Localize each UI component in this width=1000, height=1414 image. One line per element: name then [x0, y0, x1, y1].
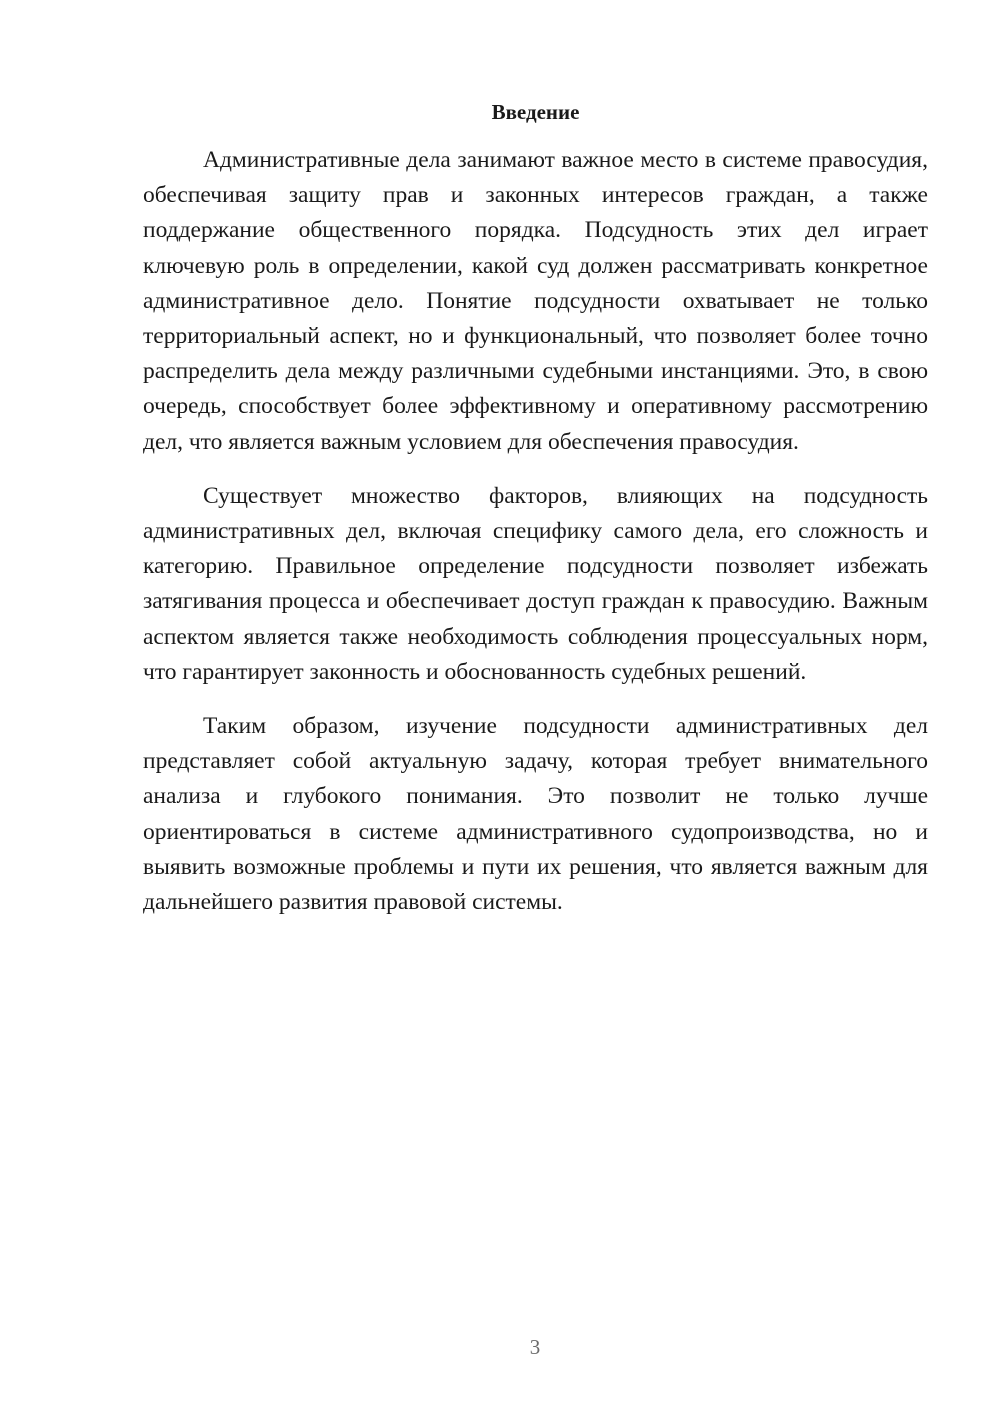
paragraph-1: Административные дела занимают важное место в системе правосудия, обеспечивая защиту прав и законных интересов граждан, а также поддержание общественного порядка. Подсудность этих дел играет ключевую роль в определении, какой суд должен рассматривать конкретное административное дело. Понятие подсудности охватывает не только территориальный аспект, но и функциональный, что позволяет более точно распределить дела между различными судебными инстанциями. Это, в свою очередь, способствует более эффективному и оперативному рассмотрению дел, что является важным условием для обеспечения правосудия. [143, 147, 928, 455]
paragraph-3: Таким образом, изучение подсудности административных дел представляет собой актуальную задачу, которая требует внимательного анализа и глубокого понимания. Это позволит не только лучше ориентироваться в системе административного судопроизводства, но и выявить возможные проблемы и пути их решения, что является важным для дальнейшего развития правовой системы. [143, 713, 928, 916]
body-text [143, 143, 928, 920]
section-heading: Введение [491, 100, 580, 124]
paragraph-2: Существует множество факторов, влияющих на подсудность административных дел, включая специфику самого дела, его сложность и категорию. Правильное определение подсудности позволяет избежать затягивания процесса и обеспечивает доступ граждан к правосудию. Важным аспектом является также необходимость соблюдения процессуальных норм, что гарантирует законность и обоснованность судебных решений. [143, 482, 928, 685]
page-number: 3 [529, 1335, 541, 1359]
